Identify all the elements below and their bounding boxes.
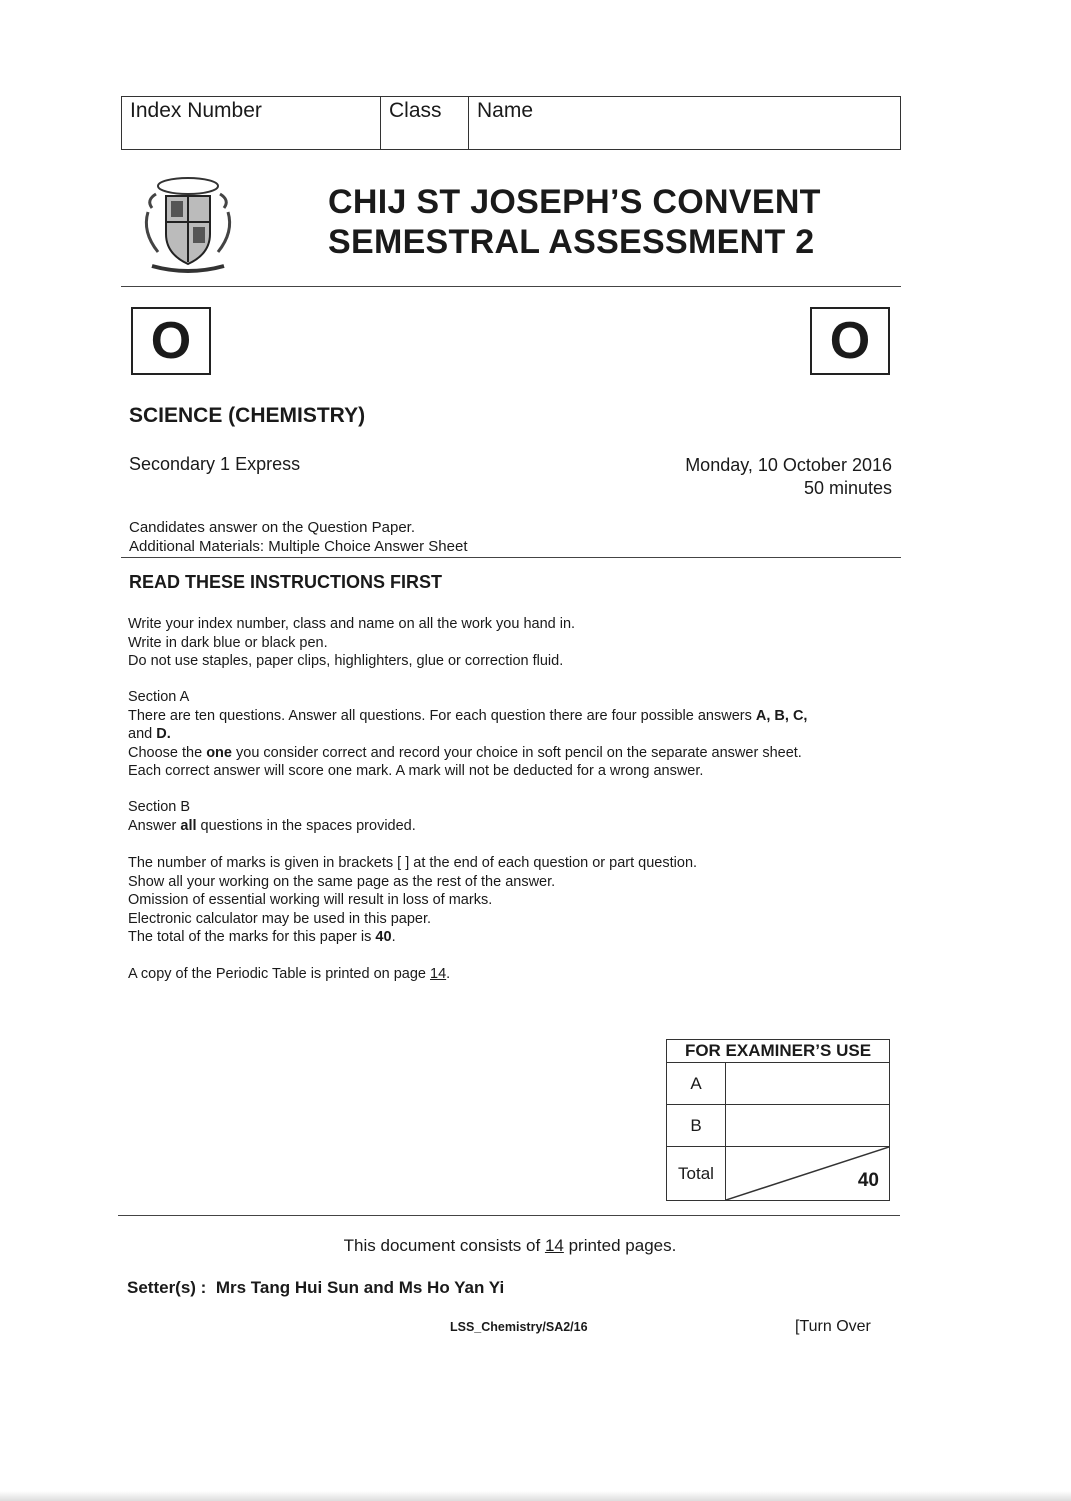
exam-date: Monday, 10 October 2016 <box>685 455 892 475</box>
marks-line: Show all your working on the same page as the rest of the answer. <box>128 873 556 890</box>
examiner-heading: FOR EXAMINER’S USE <box>667 1040 890 1063</box>
page-count: 14 <box>544 1236 564 1255</box>
level-text: Secondary 1 Express <box>129 454 301 474</box>
score-cell-b[interactable] <box>726 1105 890 1147</box>
divider-top <box>121 286 901 287</box>
marks-instructions <box>128 854 898 947</box>
instruction-line: Do not use staples, paper clips, highlighters, glue or correction fluid. <box>128 653 564 669</box>
section-b-instructions <box>128 798 898 835</box>
section-a-line1: There are ten questions. Answer all questions. For each question there are four possible answers A, B, C, <box>128 707 808 724</box>
periodic-page-number: 14 <box>430 966 447 982</box>
marks-line: Omission of essential working will result in loss of marks. <box>128 892 493 908</box>
level-mark-right: O <box>810 307 890 375</box>
candidate-details-box <box>121 96 901 150</box>
scan-edge <box>0 1491 1071 1501</box>
candidate-notes <box>129 518 468 556</box>
assessment-name: SEMESTRAL ASSESSMENT 2 <box>328 223 815 261</box>
periodic-table-note: A copy of the Periodic Table is printed on page 14. <box>128 966 451 982</box>
section-a-line4: Each correct answer will score one mark. A mark will not be deducted for a wrong answer. <box>128 763 704 779</box>
setters-line <box>127 1278 504 1298</box>
class-field[interactable] <box>381 97 469 149</box>
additional-materials-line: Additional Materials: Multiple Choice Answer Sheet <box>129 538 468 555</box>
section-b-title: Section B <box>128 799 191 815</box>
index-number-field[interactable] <box>122 97 381 149</box>
marks-line: Electronic calculator may be used in this paper. <box>128 910 432 927</box>
instruction-line: Write your index number, class and name on all the work you hand in. <box>128 616 576 632</box>
score-cell-a[interactable] <box>726 1063 890 1105</box>
section-b-line: Answer all questions in the spaces provided. <box>128 817 416 834</box>
instruction-line: Write in dark blue or black pen. <box>128 634 328 651</box>
turn-over-note: [Turn Over <box>795 1318 871 1335</box>
index-number-label: Index Number <box>130 99 262 122</box>
divider-instructions <box>121 557 901 558</box>
setters-label: Setter(s) : <box>127 1278 207 1297</box>
divider-bottom <box>118 1215 900 1216</box>
candidates-answer-line: Candidates answer on the Question Paper. <box>129 519 416 536</box>
total-max-marks: 40 <box>857 1170 879 1191</box>
class-label: Class <box>389 99 442 122</box>
section-a-title: Section A <box>128 689 190 705</box>
examiner-use-table <box>666 1039 890 1201</box>
row-label-a: A <box>667 1063 726 1105</box>
school-crest-logo <box>138 172 238 276</box>
section-a-line3: Choose the one you consider correct and record your choice in soft pencil on the separate answer sheet. <box>128 744 802 761</box>
total-marks-line: The total of the marks for this paper is 40. <box>128 929 396 945</box>
name-field[interactable] <box>469 97 900 149</box>
row-label-b: B <box>667 1105 726 1147</box>
section-a-instructions <box>128 688 898 781</box>
page-count-note: This document consists of 14 printed pages. <box>343 1236 677 1255</box>
instructions-heading: READ THESE INSTRUCTIONS FIRST <box>129 572 443 592</box>
exam-duration: 50 minutes <box>803 478 892 498</box>
school-name: CHIJ ST JOSEPH’S CONVENT <box>328 183 821 221</box>
exam-title <box>328 182 821 262</box>
marks-line: The number of marks is given in brackets [ ] at the end of each question or part question. <box>128 855 698 871</box>
date-block <box>685 454 892 500</box>
row-label-total: Total <box>667 1147 726 1201</box>
setters-names: Mrs Tang Hui Sun and Ms Ho Yan Yi <box>215 1278 505 1297</box>
level-mark-left: O <box>131 307 211 375</box>
name-label: Name <box>477 99 534 122</box>
paper-code: LSS_Chemistry/SA2/16 <box>450 1320 588 1334</box>
subject-title: SCIENCE (CHEMISTRY) <box>129 404 366 427</box>
score-cell-total[interactable] <box>726 1147 890 1201</box>
section-a-line2: and D. <box>128 726 171 742</box>
general-instructions <box>128 615 898 671</box>
